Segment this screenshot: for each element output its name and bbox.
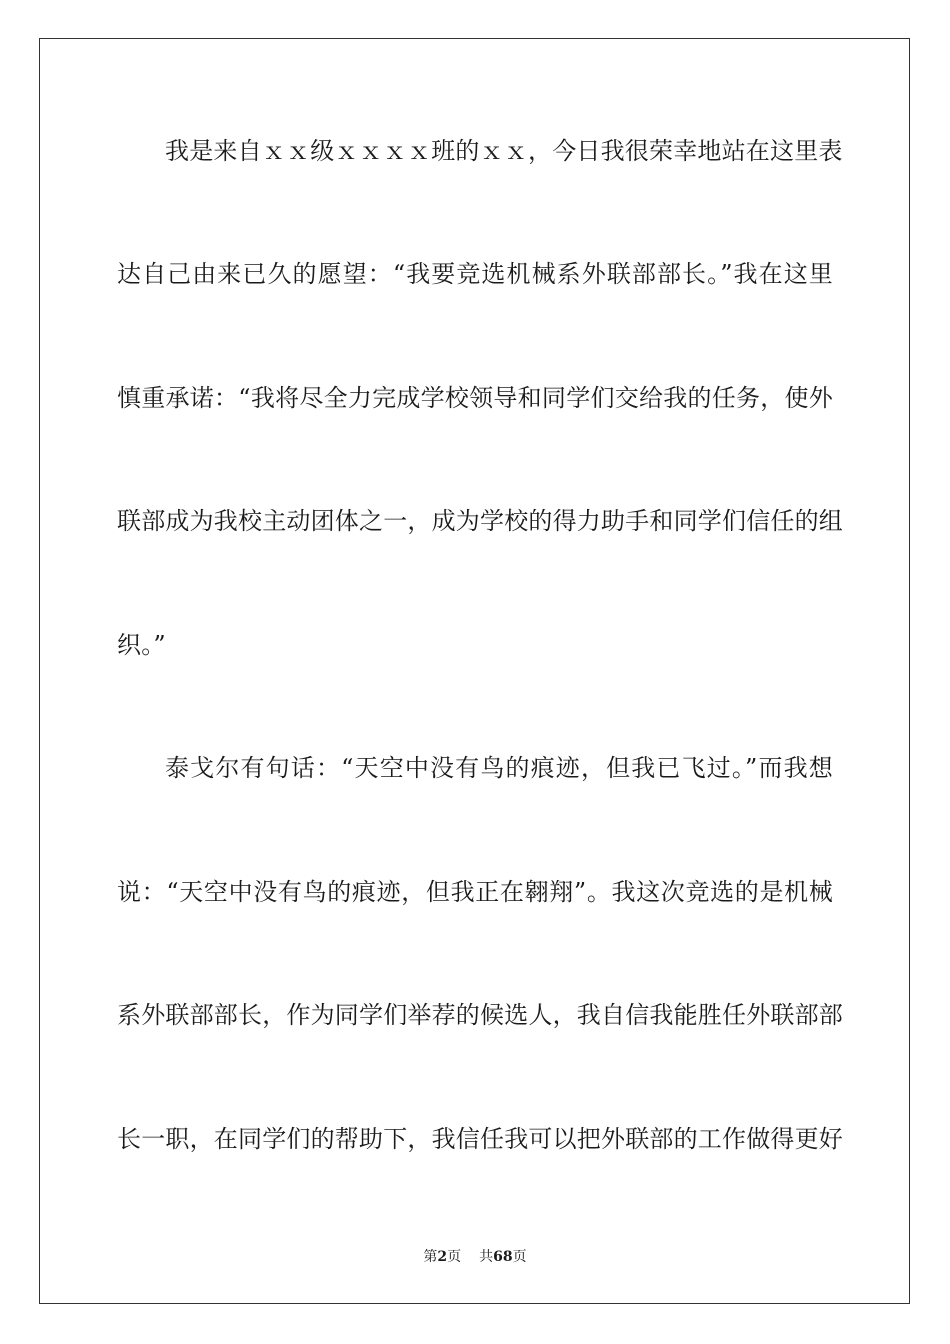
paragraph-1-line-4: 联部成为我校主动团体之一，成为学校的得力助手和同学们信任的组: [117, 507, 843, 535]
paragraph-2-line-3: 系外联部部长，作为同学们举荐的候选人，我自信我能胜任外联部部: [117, 1001, 843, 1029]
page-border: [39, 38, 910, 1304]
footer-total-pages: 68: [493, 1249, 513, 1265]
page-footer: [0, 1248, 950, 1266]
paragraph-2-line-2: 说：“天空中没有鸟的痕迹，但我正在翱翔”。我这次竞选的是机械: [117, 878, 833, 906]
footer-total-prefix: 共: [479, 1249, 494, 1265]
paragraph-1-line-1: 我是来自ｘｘ级ｘｘｘｘ班的ｘｘ，今日我很荣幸地站在这里表: [165, 137, 843, 165]
footer-page-number: 2: [437, 1249, 448, 1265]
paragraph-1-line-3: 慎重承诺：“我将尽全力完成学校领导和同学们交给我的任务，使外: [117, 384, 833, 412]
footer-page-suffix: 页: [447, 1249, 462, 1265]
paragraph-1-line-5: 织。”: [117, 631, 166, 659]
paragraph-2-line-1: 泰戈尔有句话：“天空中没有鸟的痕迹，但我已飞过。”而我想: [165, 754, 833, 782]
paragraph-1-line-2: 达自己由来已久的愿望：“我要竞选机械系外联部部长。”我在这里: [117, 260, 833, 288]
footer-page-prefix: 第: [423, 1249, 438, 1265]
paragraph-2-line-4: 长一职，在同学们的帮助下，我信任我可以把外联部的工作做得更好: [117, 1125, 843, 1153]
footer-total-suffix: 页: [512, 1249, 527, 1265]
